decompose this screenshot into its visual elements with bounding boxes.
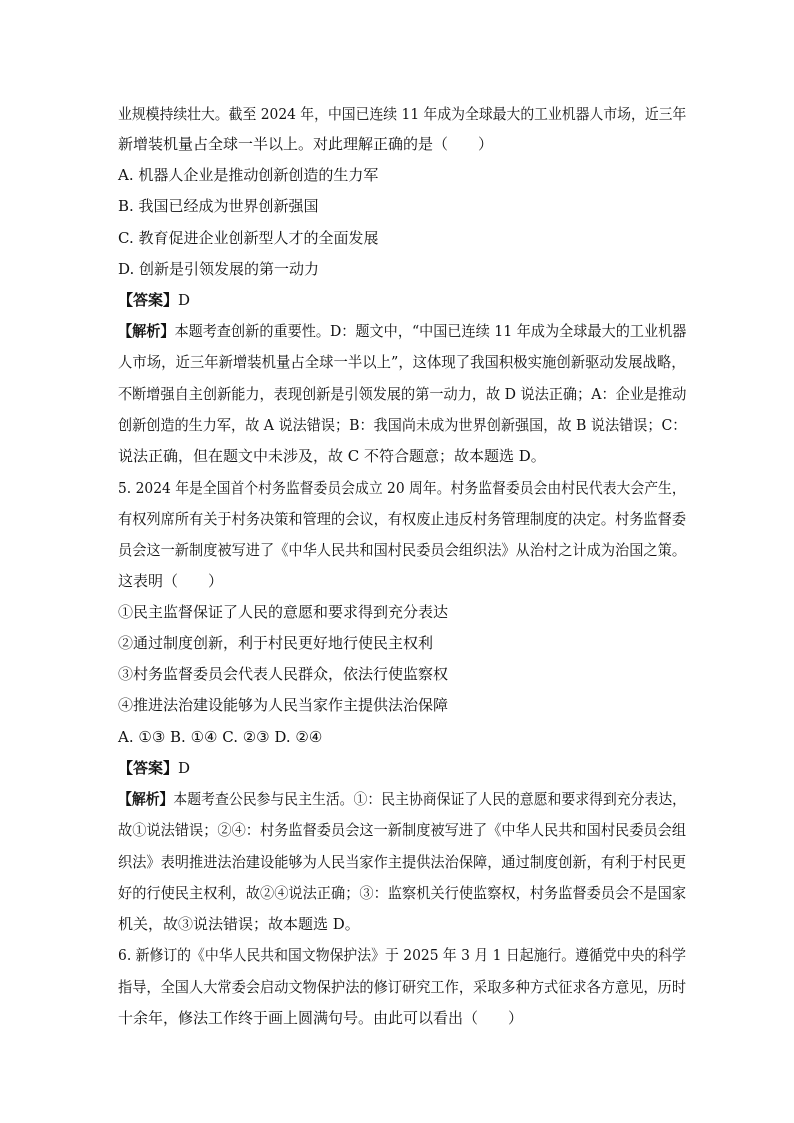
- q4-analysis-line-1: [118, 321, 686, 341]
- q4-answer: [118, 290, 190, 310]
- q5-analysis-label: 【解析】: [118, 790, 174, 808]
- q4-option-c: C. 教育促进企业创新型人才的全面发展: [118, 229, 379, 247]
- q5-answer-value: D: [178, 759, 191, 777]
- q4-option-b: B. 我国已经成为世界创新强国: [118, 197, 319, 215]
- q4-analysis-text: 本题考查创新的重要性。D：题文中，“中国已连续 11 年成为全球最大的工业机器: [174, 322, 687, 340]
- q5-statement-4: ④推进法治建设能够为人民当家作主提供法治保障: [118, 696, 449, 714]
- q4-analysis-line-4: 创新创造的生力军，故 A 说法错误；B：我国尚未成为世界创新强国，故 B 说法错误；C：: [118, 416, 687, 434]
- q4-stem-line-2: 新增装机量占全球一半以上。对此理解正确的是（ ）: [118, 135, 494, 153]
- q4-option-d: D. 创新是引领发展的第一动力: [118, 260, 320, 278]
- q5-stem-line-3: 员会这一新制度被写进了《中华人民共和国村民委员会组织法》从治村之计成为治国之策。: [118, 541, 687, 559]
- q5-analysis-line-3: 织法》表明推进法治建设能够为人民当家作主提供法治保障，通过制度创新，有利于村民更: [118, 853, 687, 871]
- q5-stem-line-4: 这表明（ ）: [118, 572, 224, 590]
- q4-option-a: A. 机器人企业是推动创新创造的生力军: [118, 166, 379, 184]
- q5-answer: [118, 758, 190, 778]
- q4-analysis-line-3: 不断增强自主创新能力，表现创新是引领发展的第一动力，故 D 说法正确；A：企业是推动: [118, 385, 687, 403]
- q4-answer-label: 【答案】: [118, 291, 179, 309]
- q6-stem-line-3: 十余年，修法工作终于画上圆满句号。由此可以看出（ ）: [118, 1009, 524, 1027]
- q4-answer-value: D: [178, 291, 191, 309]
- q5-statement-1: ①民主监督保证了人民的意愿和要求得到充分表达: [118, 603, 449, 621]
- q5-statement-3: ③村务监督委员会代表人民群众，依法行使监察权: [118, 665, 449, 683]
- q5-analysis-text: 本题考查公民参与民主生活。①：民主协商保证了人民的意愿和要求得到充分表达，: [173, 790, 687, 808]
- q5-analysis-line-2: 故①说法错误；②④：村务监督委员会这一新制度被写进了《中华人民共和国村民委员会组: [118, 821, 687, 839]
- q5-statement-2: ②通过制度创新，利于村民更好地行使民主权利: [118, 634, 434, 652]
- q4-analysis-line-2: 人市场，近三年新增装机量占全球一半以上”，这体现了我国积极实施创新驱动发展战略，: [118, 353, 686, 371]
- q4-stem-line-1: 业规模持续壮大。截至 2024 年，中国已连续 11 年成为全球最大的工业机器人市场，近三年: [118, 105, 687, 123]
- q5-analysis-line-5: 机关，故③说法错误；故本题选 D。: [118, 915, 360, 933]
- q6-stem-line-1: 6. 新修订的《中华人民共和国文物保护法》于 2025 年 3 月 1 日起施行。遵循党中央的科学: [118, 946, 686, 964]
- q5-analysis-line-4: 好的行使民主权利，故②④说法正确；③：监察机关行使监察权，村务监督委员会不是国家: [118, 884, 687, 902]
- q4-analysis-label: 【解析】: [118, 322, 175, 340]
- q5-answer-label: 【答案】: [118, 759, 179, 777]
- q5-analysis-line-1: [118, 789, 686, 809]
- q4-analysis-line-5: 说法正确，但在题文中未涉及，故 C 不符合题意；故本题选 D。: [118, 447, 546, 465]
- q5-stem-line-2: 有权列席所有关于村务决策和管理的会议，有权废止违反村务管理制度的决定。村务监督委: [118, 510, 687, 528]
- q6-stem-line-2: 指导，全国人大常委会启动文物保护法的修订研究工作，采取多种方式征求各方意见，历时: [118, 978, 687, 996]
- q5-options: A. ①③ B. ①④ C. ②③ D. ②④: [118, 728, 323, 746]
- q5-stem-line-1: 5. 2024 年是全国首个村务监督委员会成立 20 周年。村务监督委员会由村民代表大会产生，: [118, 479, 686, 497]
